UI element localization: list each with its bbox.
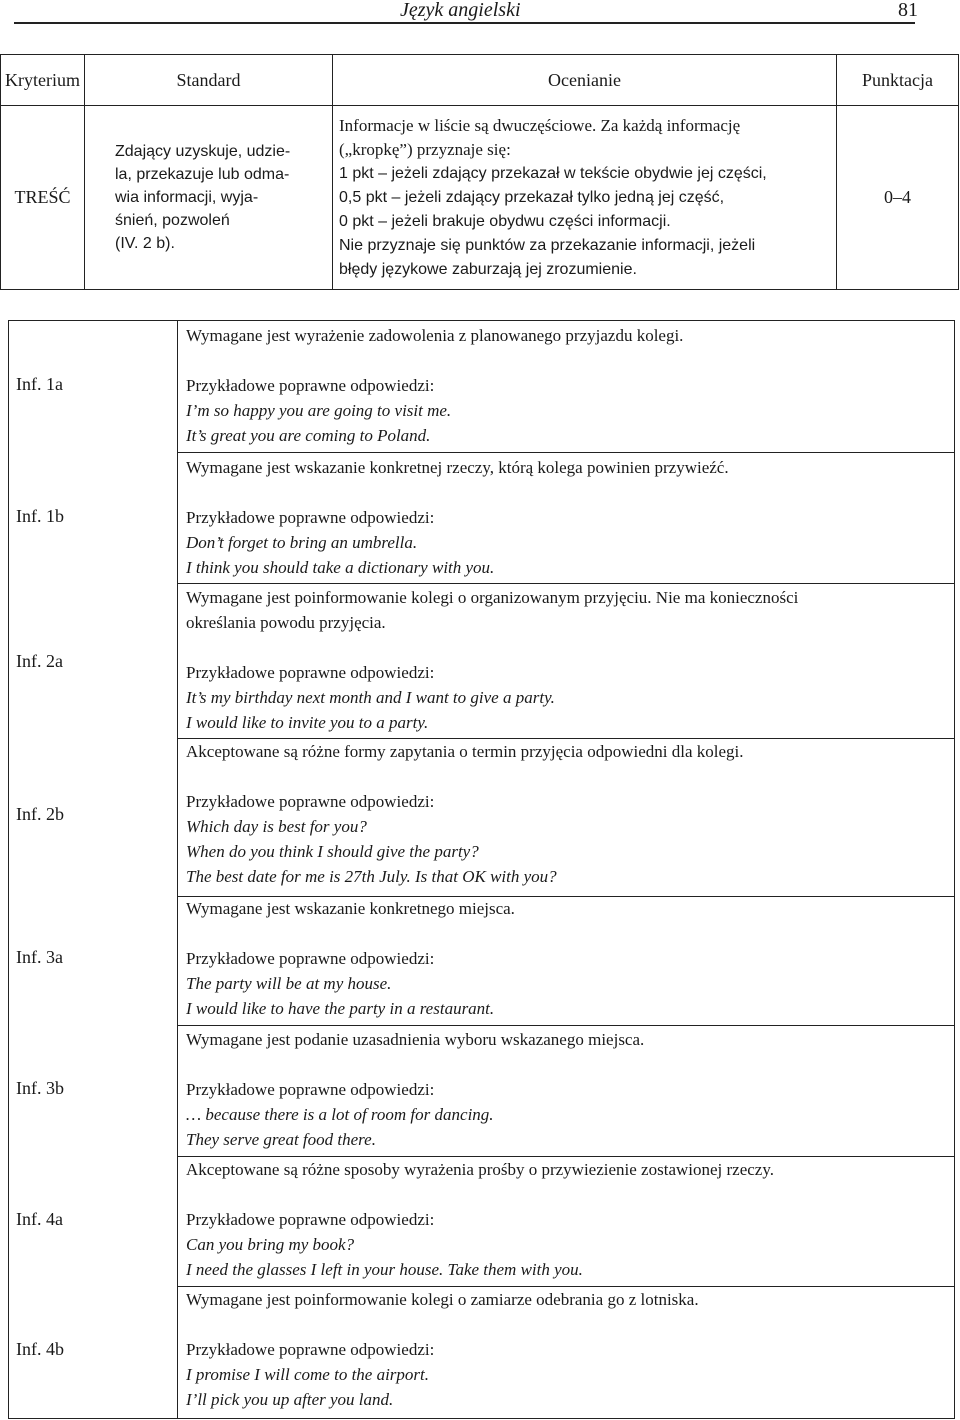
example-answer: When do you think I should give the party? bbox=[186, 842, 479, 861]
standard-line: (IV. 2 b). bbox=[115, 235, 175, 252]
requirement-text: Wymagane jest wskazanie konkretnego miejsca. bbox=[186, 899, 515, 918]
info-block bbox=[186, 739, 946, 889]
examples-title: Przykładowe poprawne odpowiedzi: bbox=[186, 1080, 435, 1099]
row-divider bbox=[177, 452, 954, 453]
points-cell: 0–4 bbox=[837, 106, 959, 290]
info-block bbox=[186, 455, 946, 580]
example-answer: It’s great you are coming to Poland. bbox=[186, 426, 431, 445]
info-label: Inf. 4b bbox=[16, 1339, 64, 1359]
requirement-text: Wymagane jest poinformowanie kolegi o zamiarze odebrania go z lotniska. bbox=[186, 1290, 699, 1309]
info-block bbox=[186, 585, 946, 735]
info-label: Inf. 2a bbox=[16, 651, 63, 671]
standard-line: wia informacji, wyja- bbox=[115, 189, 259, 206]
rating-line: Informacje w liście są dwuczęściowe. Za każdą informację bbox=[339, 115, 741, 135]
info-block bbox=[186, 323, 946, 448]
rating-cell bbox=[333, 106, 837, 290]
example-answer: Can you bring my book? bbox=[186, 1235, 355, 1254]
standard-cell bbox=[85, 106, 333, 290]
table-border bbox=[8, 320, 10, 1418]
criteria-table bbox=[0, 54, 959, 290]
info-label: Inf. 2b bbox=[16, 804, 64, 824]
requirement-text: Wymagane jest podanie uzasadnienia wyboru wskazanego miejsca. bbox=[186, 1030, 645, 1049]
example-answer: I need the glasses I left in your house. Take them with you. bbox=[186, 1260, 583, 1279]
example-answer: I’m so happy you are going to visit me. bbox=[186, 401, 452, 420]
example-answer: Don’t forget to bring an umbrella. bbox=[186, 533, 418, 552]
column-header-points: Punktacja bbox=[837, 55, 959, 106]
rating-line: błędy językowe zaburzają jej zrozumienie. bbox=[339, 260, 637, 278]
example-answer: The party will be at my house. bbox=[186, 974, 392, 993]
examples-title: Przykładowe poprawne odpowiedzi: bbox=[186, 376, 435, 395]
criteria-row bbox=[1, 106, 959, 290]
criteria-header-row bbox=[1, 55, 959, 106]
examples-title: Przykładowe poprawne odpowiedzi: bbox=[186, 792, 435, 811]
example-answer: It’s my birthday next month and I want to give a party. bbox=[186, 688, 555, 707]
example-answer: I think you should take a dictionary with you. bbox=[186, 558, 495, 577]
standard-line: śnień, pozwoleń bbox=[115, 212, 230, 229]
example-answer: I promise I will come to the airport. bbox=[186, 1365, 430, 1384]
info-block bbox=[186, 1027, 946, 1152]
requirement-text: Wymagane jest poinformowanie kolegi o organizowanym przyjęciu. Nie ma konieczności bbox=[186, 588, 799, 607]
example-answer: The best date for me is 27th July. Is that OK with you? bbox=[186, 867, 557, 886]
rating-line: 0 pkt – jeżeli brakuje obydwu części informacji. bbox=[339, 212, 671, 230]
row-divider bbox=[8, 1418, 954, 1419]
page-number: 81 bbox=[898, 0, 918, 21]
rating-line: 1 pkt – jeżeli zdający przekazał w tekście obydwie jej części, bbox=[339, 164, 767, 182]
requirement-text: Akceptowane są różne formy zapytania o termin przyjęcia odpowiedni dla kolegi. bbox=[186, 742, 744, 761]
example-answer: Which day is best for you? bbox=[186, 817, 367, 836]
rating-line: Nie przyznaje się punktów za przekazanie informacji, jeżeli bbox=[339, 236, 756, 254]
column-header-criterion: Kryterium bbox=[1, 55, 85, 106]
example-answer: I would like to have the party in a restaurant. bbox=[186, 999, 495, 1018]
examples-title: Przykładowe poprawne odpowiedzi: bbox=[186, 1340, 435, 1359]
subject-title: Język angielski bbox=[400, 0, 521, 21]
info-label: Inf. 3b bbox=[16, 1078, 64, 1098]
examples-title: Przykładowe poprawne odpowiedzi: bbox=[186, 508, 435, 527]
info-table bbox=[8, 320, 946, 1418]
requirement-text: Akceptowane są różne sposoby wyrażenia prośby o przywiezienie zostawionej rzeczy. bbox=[186, 1160, 774, 1179]
requirement-text: Wymagane jest wyrażenie zadowolenia z planowanego przyjazdu kolegi. bbox=[186, 326, 684, 345]
example-answer: I’ll pick you up after you land. bbox=[186, 1390, 394, 1409]
info-label: Inf. 3a bbox=[16, 947, 63, 967]
standard-line: la, przekazuje lub odma- bbox=[115, 166, 290, 183]
criterion-cell: TREŚĆ bbox=[1, 106, 85, 290]
info-label: Inf. 1a bbox=[16, 374, 63, 394]
info-block bbox=[186, 896, 946, 1021]
info-label: Inf. 4a bbox=[16, 1209, 63, 1229]
example-answer: I would like to invite you to a party. bbox=[186, 713, 429, 732]
row-divider bbox=[177, 1025, 954, 1026]
row-divider bbox=[177, 583, 954, 584]
examples-title: Przykładowe poprawne odpowiedzi: bbox=[186, 663, 435, 682]
info-block bbox=[186, 1157, 946, 1282]
rating-line: („kropkę”) przyznaje się: bbox=[339, 139, 511, 159]
requirement-text: Wymagane jest wskazanie konkretnej rzeczy, którą kolega powinien przywieźć. bbox=[186, 458, 729, 477]
info-label: Inf. 1b bbox=[16, 506, 64, 526]
rating-line: 0,5 pkt – jeżeli zdający przekazał tylko jedną jej część, bbox=[339, 188, 725, 206]
standard-line: Zdający uzyskuje, udzie- bbox=[115, 143, 291, 160]
example-answer: … because there is a lot of room for dancing. bbox=[186, 1105, 494, 1124]
column-header-rating: Ocenianie bbox=[333, 55, 837, 106]
column-header-standard: Standard bbox=[85, 55, 333, 106]
info-block bbox=[186, 1287, 946, 1412]
page-header bbox=[14, 0, 918, 24]
requirement-text: określania powodu przyjęcia. bbox=[186, 613, 386, 632]
examples-title: Przykładowe poprawne odpowiedzi: bbox=[186, 949, 435, 968]
example-answer: They serve great food there. bbox=[186, 1130, 376, 1149]
row-divider bbox=[8, 320, 954, 321]
examples-title: Przykładowe poprawne odpowiedzi: bbox=[186, 1210, 435, 1229]
